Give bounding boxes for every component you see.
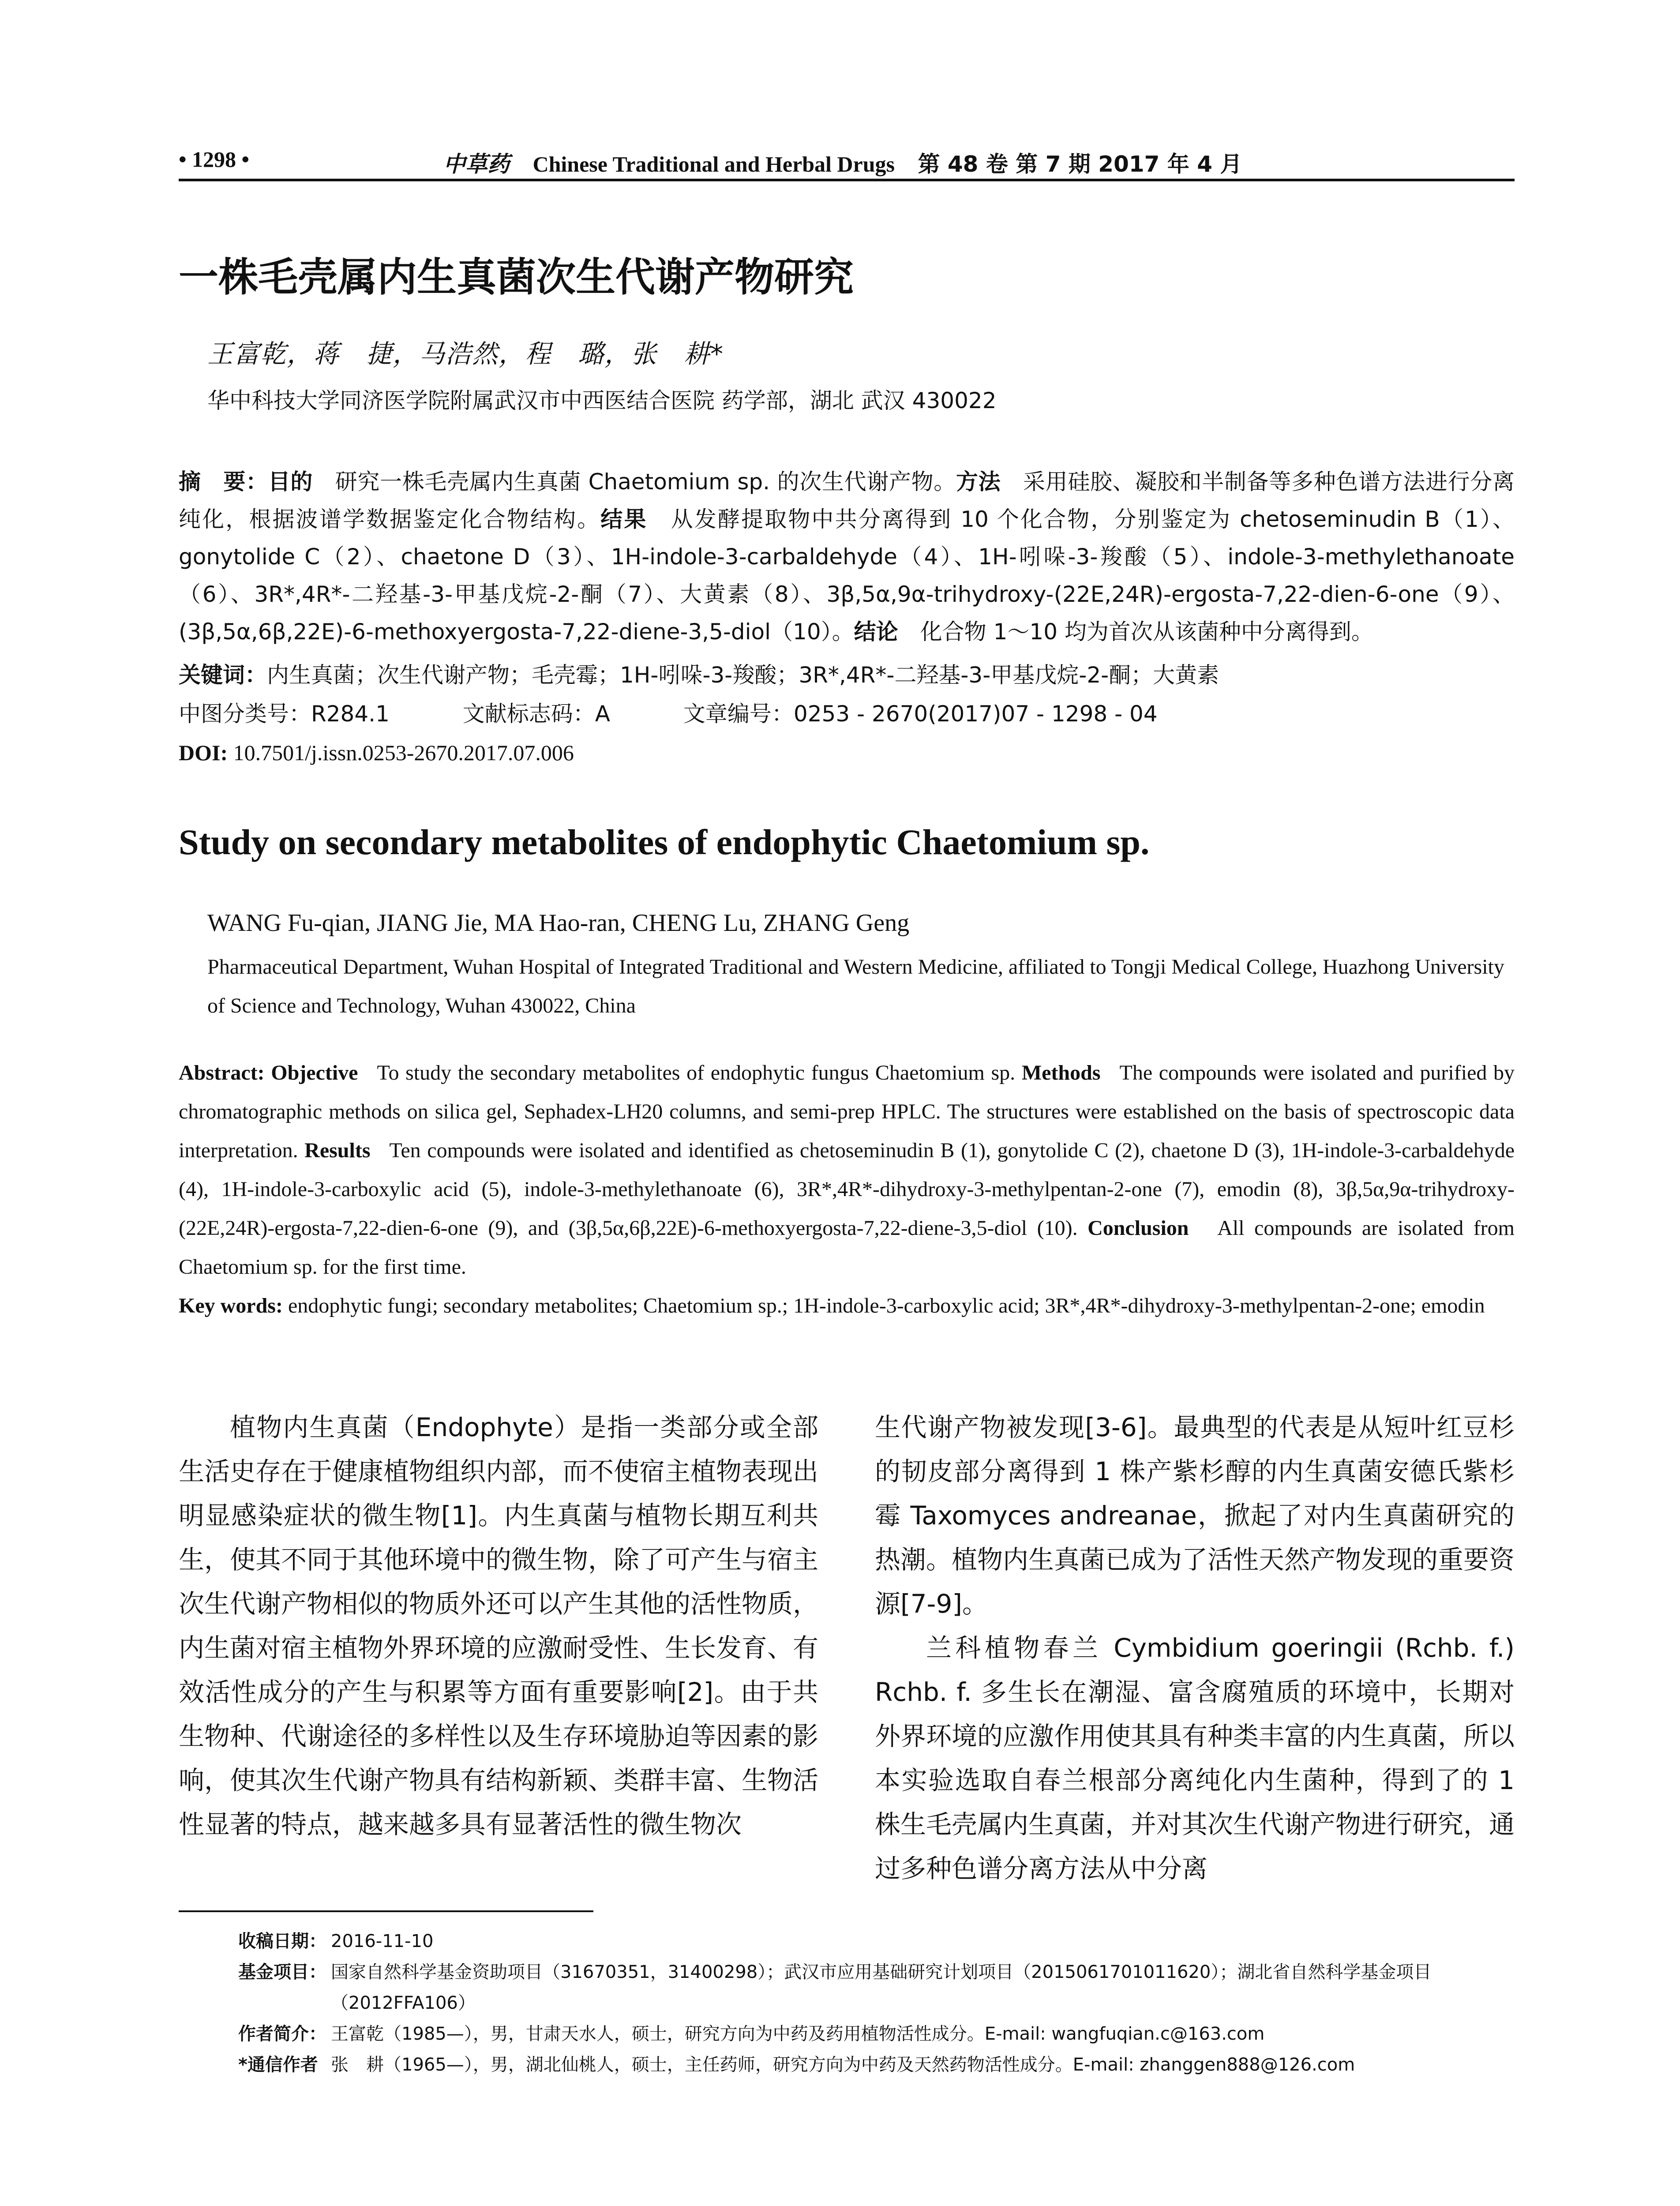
en-objective: To study the secondary metabolites of endophytic fungus Chaetomium sp. [377, 1061, 1016, 1084]
footnote-funding [238, 1957, 1515, 2018]
cn-results: 从发酵提取物中共分离得到 10 个化合物，分别鉴定为 chetoseminudin B（1）、gonytolide C（2）、chaetone D（3）、1H-indole-3-carbaldehyde（4）、1H-吲哚-3-羧酸（5）、indole-3-methylethanoate（6）、3R*,4R*-二羟基-3-甲基戊烷-2-酮（7）、大黄素（8）、3β,5α,9α-trihydroxy-(22E,24R)-ergosta-7,22-dien-6-one（9）、(3β,5α,6β,22E)-6-methoxyergosta-7,22-diene-3,5-diol（10）。 [179, 506, 1515, 645]
body-column-right [875, 1405, 1515, 1891]
cn-abstract [179, 463, 1515, 651]
en-keywords-label: Key words: [179, 1294, 283, 1317]
footnote-rule [179, 1910, 593, 1912]
cn-methods-label: 方法 [956, 469, 1001, 495]
footnotes [238, 1926, 1515, 2080]
footnote-text: 2016-11-10 [331, 1931, 434, 1951]
journal-name-cn: 中草药 [443, 151, 510, 177]
en-objective-label: Objective [271, 1061, 358, 1084]
cn-abstract-label: 摘 要： [179, 469, 268, 495]
running-header [179, 140, 1515, 180]
en-affiliation: Pharmaceutical Department, Wuhan Hospital of Integrated Traditional and Western Medicine, affiliated to Tongji Medical College, Huazhong University of Science and Technology, Wuhan 430022, China [207, 955, 1504, 1017]
en-conclusion-label: Conclusion [1088, 1216, 1189, 1240]
footnote-label: *通信作者 [238, 2055, 318, 2075]
cn-objective-label: 目的 [268, 469, 313, 495]
cn-authors: 王富乾，蒋 捷，马浩然，程 璐，张 耕* [207, 339, 724, 369]
doi-label: DOI: [179, 740, 228, 765]
cn-results-label: 结果 [600, 506, 648, 532]
cn-classification [179, 695, 1515, 733]
footnote-received [238, 1926, 1515, 1957]
en-methods: The compounds were isolated and purified by chromatographic methods on silica gel, Sephadex-LH20 columns, and semi-prep HPLC. The structures were established on the basis of spectroscopic data interpretation. [179, 1061, 1515, 1162]
body-column-left [179, 1405, 818, 1846]
en-authors: WANG Fu-qian, JIANG Jie, MA Hao-ran, CHENG Lu, ZHANG Geng [207, 909, 910, 937]
en-methods-label: Methods [1021, 1061, 1101, 1084]
document-code: 文献标志码：A [462, 701, 611, 727]
journal-issue: 第 48 卷 第 7 期 2017 年 4 月 [918, 151, 1242, 177]
cn-methods: 采用硅胶、凝胶和半制备等多种色谱方法进行分离纯化，根据波谱学数据鉴定化合物结构。 [179, 469, 1515, 532]
footnote-text: 王富乾（1985—），男，甘肃天水人，硕士，研究方向为中药及药用植物活性成分。E-mail: wangfuqian.c@163.com [331, 2024, 1265, 2044]
body-paragraph-1: 植物内生真菌（Endophyte）是指一类部分或全部生活史存在于健康植物组织内部，而不使宿主植物表现出明显感染症状的微生物[1]。内生真菌与植物长期互利共生，使其不同于其他环境中的微生物，除了可产生与宿主次生代谢产物相似的物质外还可以产生其他的活性物质，内生菌对宿主植物外界环境的应激耐受性、生长发育、有效活性成分的产生与积累等方面有重要影响[2]。由于共生物种、代谢途径的多样性以及生存环境胁迫等因素的影响，使其次生代谢产物具有结构新颖、类群丰富、生物活性显著的特点，越来越多具有显著活性的微生物次 [179, 1412, 819, 1839]
footnote-label: 基金项目： [238, 1962, 326, 1982]
en-conclusion: All compounds are isolated from Chaetomium sp. for the first time. [179, 1216, 1515, 1279]
body-paragraph-1-continued: 生代谢产物被发现[3-6]。最典型的代表是从短叶红豆杉的韧皮部分离得到 1 株产紫杉醇的内生真菌安德氏紫杉霉 Taxomyces andreanae，掀起了对内生真菌研究的热潮。植物内生真菌已成为了活性天然产物发现的重要资源[7-9]。 [875, 1412, 1515, 1619]
cn-conclusion-label: 结论 [854, 619, 898, 645]
cn-keywords-label: 关键词： [179, 662, 267, 688]
journal-name-en: Chinese Traditional and Herbal Drugs [532, 152, 895, 176]
footnote-corresponding-author [238, 2049, 1515, 2080]
journal-name [443, 146, 1242, 178]
en-abstract-label: Abstract: [179, 1061, 265, 1084]
en-abstract [179, 1054, 1515, 1325]
doi [179, 734, 1515, 772]
footnote-text: 国家自然科学基金资助项目（31670351，31400298）；武汉市应用基础研究计划项目（2015061701011620）；湖北省自然科学基金项目（2012FFA106） [331, 1962, 1432, 2013]
footnote-text: 张 耕（1965—），男，湖北仙桃人，硕士，主任药师，研究方向为中药及天然药物活性成分。E-mail: zhanggen888@126.com [331, 2055, 1355, 2075]
footnote-label: 收稿日期： [238, 1931, 326, 1951]
cn-conclusion: 化合物 1～10 均为首次从该菌种中分离得到。 [920, 619, 1373, 645]
page-number: • 1298 • [179, 147, 250, 172]
article-number: 文章编号：0253 - 2670(2017)07 - 1298 - 04 [683, 701, 1158, 727]
cn-affiliation: 华中科技大学同济医学院附属武汉市中西医结合医院 药学部，湖北 武汉 430022 [207, 388, 997, 413]
body-paragraph-2: 兰科植物春兰 Cymbidium goeringii (Rchb. f.) Rchb. f. 多生长在潮湿、富含腐殖质的环境中，长期对外界环境的应激作用使其具有种类丰富的内生真菌，所以本实验选取自春兰根部分离纯化内生菌种，得到了的 1 株生毛壳属内生真菌，并对其次生代谢产物进行研究，通过多种色谱分离方法从中分离 [875, 1633, 1515, 1883]
en-results-label: Results [304, 1139, 371, 1162]
footnote-author-bio [238, 2018, 1515, 2049]
doi-value: 10.7501/j.issn.0253-2670.2017.07.006 [233, 740, 574, 765]
en-keywords: endophytic fungi; secondary metabolites; Chaetomium sp.; 1H-indole-3-carboxylic acid; 3R*,4R*-dihydroxy-3-methylpentan-2-one; emodin [288, 1294, 1485, 1317]
cn-objective: 研究一株毛壳属内生真菌 Chaetomium sp. 的次生代谢产物。 [335, 469, 956, 495]
cn-title: 一株毛壳属内生真菌次生代谢产物研究 [179, 254, 854, 300]
header-rule [179, 179, 1515, 181]
cn-keywords [179, 657, 1515, 694]
cn-keywords-text: 内生真菌；次生代谢产物；毛壳霉；1H-吲哚-3-羧酸；3R*,4R*-二羟基-3-甲基戊烷-2-酮；大黄素 [267, 662, 1219, 688]
clc-number: 中图分类号：R284.1 [179, 701, 390, 727]
en-results: Ten compounds were isolated and identified as chetoseminudin B (1), gonytolide C (2), chaetone D (3), 1H-indole-3-carbaldehyde (4), 1H-indole-3-carboxylic acid (5), indole-3-methylethanoate (6), 3R*,4R*-dihydroxy-3-methylpentan-2-one (7), emodin (8), 3β,5α,9α-trihydroxy-(22E,24R)-ergosta-7,22-dien-6-one (9), and (3β,5α,6β,22E)-6-methoxyergosta-7,22-diene-3,5-diol (10). [179, 1139, 1515, 1240]
en-title: Study on secondary metabolites of endophytic Chaetomium sp. [179, 822, 1150, 862]
footnote-label: 作者简介： [238, 2024, 326, 2044]
